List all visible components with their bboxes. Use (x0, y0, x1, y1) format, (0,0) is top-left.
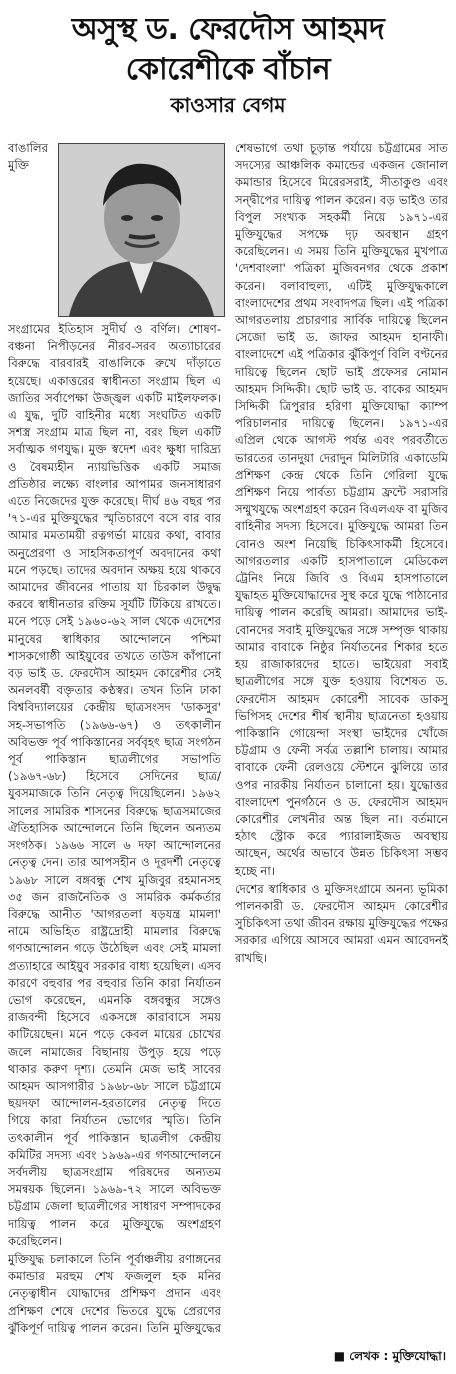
byline: কাওসার বেগম (170, 93, 286, 117)
headline-line-1: অসুস্থ ড. ফেরদৌস আহমদ (71, 12, 385, 47)
author-note: ■ লেখক : মুক্তিযোদ্ধা। (333, 1349, 446, 1363)
headline (0, 0, 456, 90)
paragraph-1 (8, 140, 221, 1250)
paragraph-3: দেশের স্বাধিকার ও মুক্তিসংগ্রামে অনন্য ভূমিকা পালনকারী ড. ফেরদৌস আহমদ কোরেশীর সুচিকিৎসা তথা জীবন রক্ষায় মুক্তিযুদ্ধের পক্ষের সরকার এগিয়ে আসবে আমরা এমন আবেদনই রাখছি। (235, 881, 448, 965)
headline-line-2: কোরেশীকে বাঁচান (125, 52, 331, 87)
paragraph-1-text: বাঙালির মুক্তি সংগ্রামের ইতিহাস সুদীর্ঘ ও বর্ণিল। শোষণ-বঞ্চনা নিপীড়নের নীরব-সরব অত্যাচারের বিরুদ্ধে বারবারই বাঙালিকে রুখে দাঁড়াতে হয়েছে। একাত্তরের স্বাধীনতা সংগ্রাম ছিল এ জাতির সর্বাপেক্ষা উজ্জ্বল একটি মাইলফলক। এ যুদ্ধ, দুটি বাহিনীর মধ্যে সংঘটিত একটি সশস্ত্র সংগ্রাম মাত্র ছিল না, বরং ছিল একটি সর্বাত্মক গণযুদ্ধ। মুক্ত স্বদেশ এবং ক্ষুধা দারিদ্র্য ও বৈষম্যহীন ন্যায়ভিত্তিক একটি সমাজ প্রতিষ্ঠার লক্ষ্যে বাংলার আপামর জনসাধারণ এতে নিজেদের যুক্ত করেছে। দীর্ঘ ৪৬ বছর পর '৭১-এর মুক্তিযুদ্ধের স্মৃতিচারণে বসে বার বার আমার মমতাময়ী রত্নগর্ভা মায়ের কথা, বাবার অনুপ্রেরণা ও সাহসিকতাপূর্ণ অবদানের কথা মনে পড়ছে। তাদের অবদান অক্ষয় হয়ে থাকবে আমাদের জীবনের পাতায় যা চিরকাল উদ্বুদ্ধ করবে স্বাধীনতার রক্তিম সূর্যটি টিকিয়ে রাখতে। মনে পড়ে সেই ১৯৬০-৬২ সাল থেকে এদেশের মানুষের স্বাধিকার আন্দোলনে পশ্চিমা শাসকগোষ্ঠী আইয়ুবের তখতে তাউস কাঁপানো বড় ভাই ড. ফেরদৌস আহমদ কোরেশীর সেই অনলবর্ষী বক্তৃতার কণ্ঠস্বর। তখন তিনি ঢাকা বিশ্ববিদ্যালয়ের কেন্দ্রীয় ছাত্রসংসদ 'ডাকসুর' সহ-সভাপতি (১৯৬৬-৬৭) ও তৎকালীন অবিভক্ত পূর্ব পাকিস্তানের সর্ববৃহৎ ছাত্র সংগঠন পূর্ব পাকিস্তান ছাত্রলীগের সভাপতি (১৯৬৭-৬৮) হিসেবে সেদিনের ছাত্র/যুবসমাজকে তিনি নেতৃত্ব দিয়েছিলেন। ১৯৬২ সালের সামরিক শাসনের বিরুদ্ধে ছাত্রসমাজের ঐতিহাসিক আন্দোলনে তিনি ছিলেন অন্যতম সংগঠক। ১৯৬৬ সালে ৬ দফা আন্দোলনের নেতৃত্ব দেন। তার আপসহীন ও দূরদর্শী নেতৃত্বে ১৯৬৮ সালে বঙ্গবন্ধু শেখ মুজিবুর রহমানসহ ৩৫ জন রাজনৈতিক ও সামরিক কর্মকর্তার বিরুদ্ধে আনীত 'আগরতলা ষড়যন্ত্র মামলা' নামে অভিহিত রাষ্ট্রদ্রোহী মামলার বিরুদ্ধে গণআন্দোলন গড়ে উঠেছিল এবং সেই মামলা প্রত্যাহারে আইয়ুব সরকার বাধ্য হয়েছিল। এসব কারণে বহুবার পর বহুবার তিনি কারা নির্যাতন ভোগ করেছেন, এমনকি বঙ্গবন্ধুর সঙ্গেও রাজবন্দী হিসেবে একসঙ্গে কারাবাসে সময় কাটিয়েছেন। মনে পড়ে কেবল মায়ের চোখের জলে নামাজের বিছানায় উপুড় হয়ে পড়ে থাকার করুণ দৃশ্য। তেমনি মেজ ভাই সাবের আহমদ আসগারীর ১৯৬৮-৬৮ সালে চট্টগ্রামে ছয়দফা আন্দোলন-হরতালের নেতৃত্ব দিতে গিয়ে কারা নির্যাতন ভোগের স্মৃতি। তিনি তৎকালীন পূর্ব পাকিস্তান ছাত্রলীগ কেন্দ্রীয় কমিটির সদস্য এবং ১৯৬৯-এর গণআন্দোলনে সর্বদলীয় ছাত্রসংগ্রাম পরিষদের অন্যতম সমন্বয়ক ছিলেন। ১৯৬৯-৭২ সালে অবিভক্ত চট্টগ্রাম জেলা ছাত্রলীগের সাধারণ সম্পাদকের দায়িত্ব পালন করে মুক্তিযুদ্ধে অংশগ্রহণ করেছিলেন। (8, 141, 221, 1248)
article-body (8, 140, 448, 1346)
author-photo (58, 143, 225, 317)
paragraph-2: মুক্তিযুদ্ধ চলাকালে তিনি পূর্বাঞ্চলীয় রণাঙ্গনের কমান্ডার মরহুম শেখ ফজলুল হক মনির নেতৃত্বাধীন যোদ্ধাদের প্রশিক্ষণ প্রদান এবং প্রশিক্ষণ শেষে দেশের ভিতরে যুদ্ধে প্রেরণের ঝুঁকিপূর্ণ দায়িত্ব পালন করেন। তিনি মুক্তিযুদ্ধের শেষভাগে তথা চূড়ান্ত পর্যায়ে চট্টগ্রামের সাত সদস্যের আঞ্চলিক কমান্ডের একজন জোনাল কমান্ডার হিসেবে মিরেরসরাই, সীতাকুণ্ড এবং সন্দ্বীপের দায়িত্ব পালন করেন। বড় ভাইও তার বিপুল সংখ্যক সহকর্মী নিয়ে ১৯৭১-এর মুক্তিযুদ্ধের সপক্ষে দৃঢ় অবস্থান গ্রহণ করেছিলেন। এ সময় তিনি মুক্তিযুদ্ধের মুখপাত্র 'দেশবাংলা' পত্রিকা মুজিবনগর থেকে প্রকাশ করেন। বলাবাহুল্য, এটিই মুক্তিযুদ্ধকালে বাংলাদেশের প্রথম সংবাদপত্র ছিল। এই পত্রিকা আগরতলায় প্রচারণার সার্বিক দায়িত্বে ছিলেন সেজো ভাই ড. জাফর আহমদ হানাফী। বাংলাদেশে এই পত্রিকার ঝুঁকিপূর্ণ বিলি বণ্টনের দায়িত্বে ছিলেন ছোট ভাই প্রফেসর নোমান আহমদ সিদ্দিকী। ছোট ভাই ড. বাকের আহমদ সিদ্দিকী ত্রিপুরার হরিণা মুক্তিযোদ্ধা ক্যাম্প পরিচালনার দায়িত্বে ছিলেন। ১৯৭১-এর এপ্রিল থেকে আগস্ট পর্যন্ত এবং পরবর্তীতে ভারতের তানদুয়া দেরাদুন মিলিটারি একাডেমি প্রশিক্ষণ কেন্দ্র থেকে তিনি গেরিলা যুদ্ধে প্রশিক্ষণ নিয়ে পার্বত্য চট্টগ্রাম ফ্রন্টে সরাসরি সম্মুখযুদ্ধে অংশগ্রহণ করেন বিএলএফ বা মুজিব বাহিনীর সদস্য হিসেবে। মুক্তিযুদ্ধে আমরা তিন বোনও অংশ নিয়েছি চিকিৎসাকর্মী হিসেবে। আগরতলার একটি হাসপাতালে মেডিকেল ট্রেনিং নিয়ে জিবি ও বিএম হাসপাতালে যুদ্ধাহত মুক্তিযোদ্ধাদের সুস্থ করে যুদ্ধে পাঠানোর দায়িত্ব পালন করেছি আমরা। আমাদের ভাই-বোনদের সবাই মুক্তিযুদ্ধের সঙ্গে সম্পৃক্ত থাকায় আমার বাবাকে নিষ্ঠুর নির্যাতনের শিকার হতে হয় রাজাকারদের হাতে। ভাইয়েরা সবাই ছাত্রলীগের সঙ্গে যুক্ত হওয়ায় বিশেষত ড. ফেরদৌস আহমদ কোরেশী সাবেক ডাকসু ভিপিসহ দেশের শীর্ষ স্থানীয় ছাত্রনেতা হওয়ায় পাকিস্তানি গোয়েন্দা সংস্থা ভাইদের খোঁজে চট্টগ্রাম ও ফেনী সর্বত্র তল্লাশি চালায়। আমার বাবাকে ফেনী রেলওয়ে স্টেশনে ঝুলিয়ে তার ওপর নারকীয় নির্যাতন চালানো হয়। যুদ্ধোত্তর বাংলাদেশ পুনর্গঠনে ও ড. ফেরদৌস আহমদ কোরেশীর লেখনীর অন্ত ছিল না। বর্তমানে হঠাৎ স্ট্রোক করে প্যারালাইজড অবস্থায় আছেন, অর্থের অভাবে উন্নত চিকিৎসা সম্ভব হচ্ছে না। (8, 141, 448, 1335)
portrait-image (59, 144, 224, 316)
